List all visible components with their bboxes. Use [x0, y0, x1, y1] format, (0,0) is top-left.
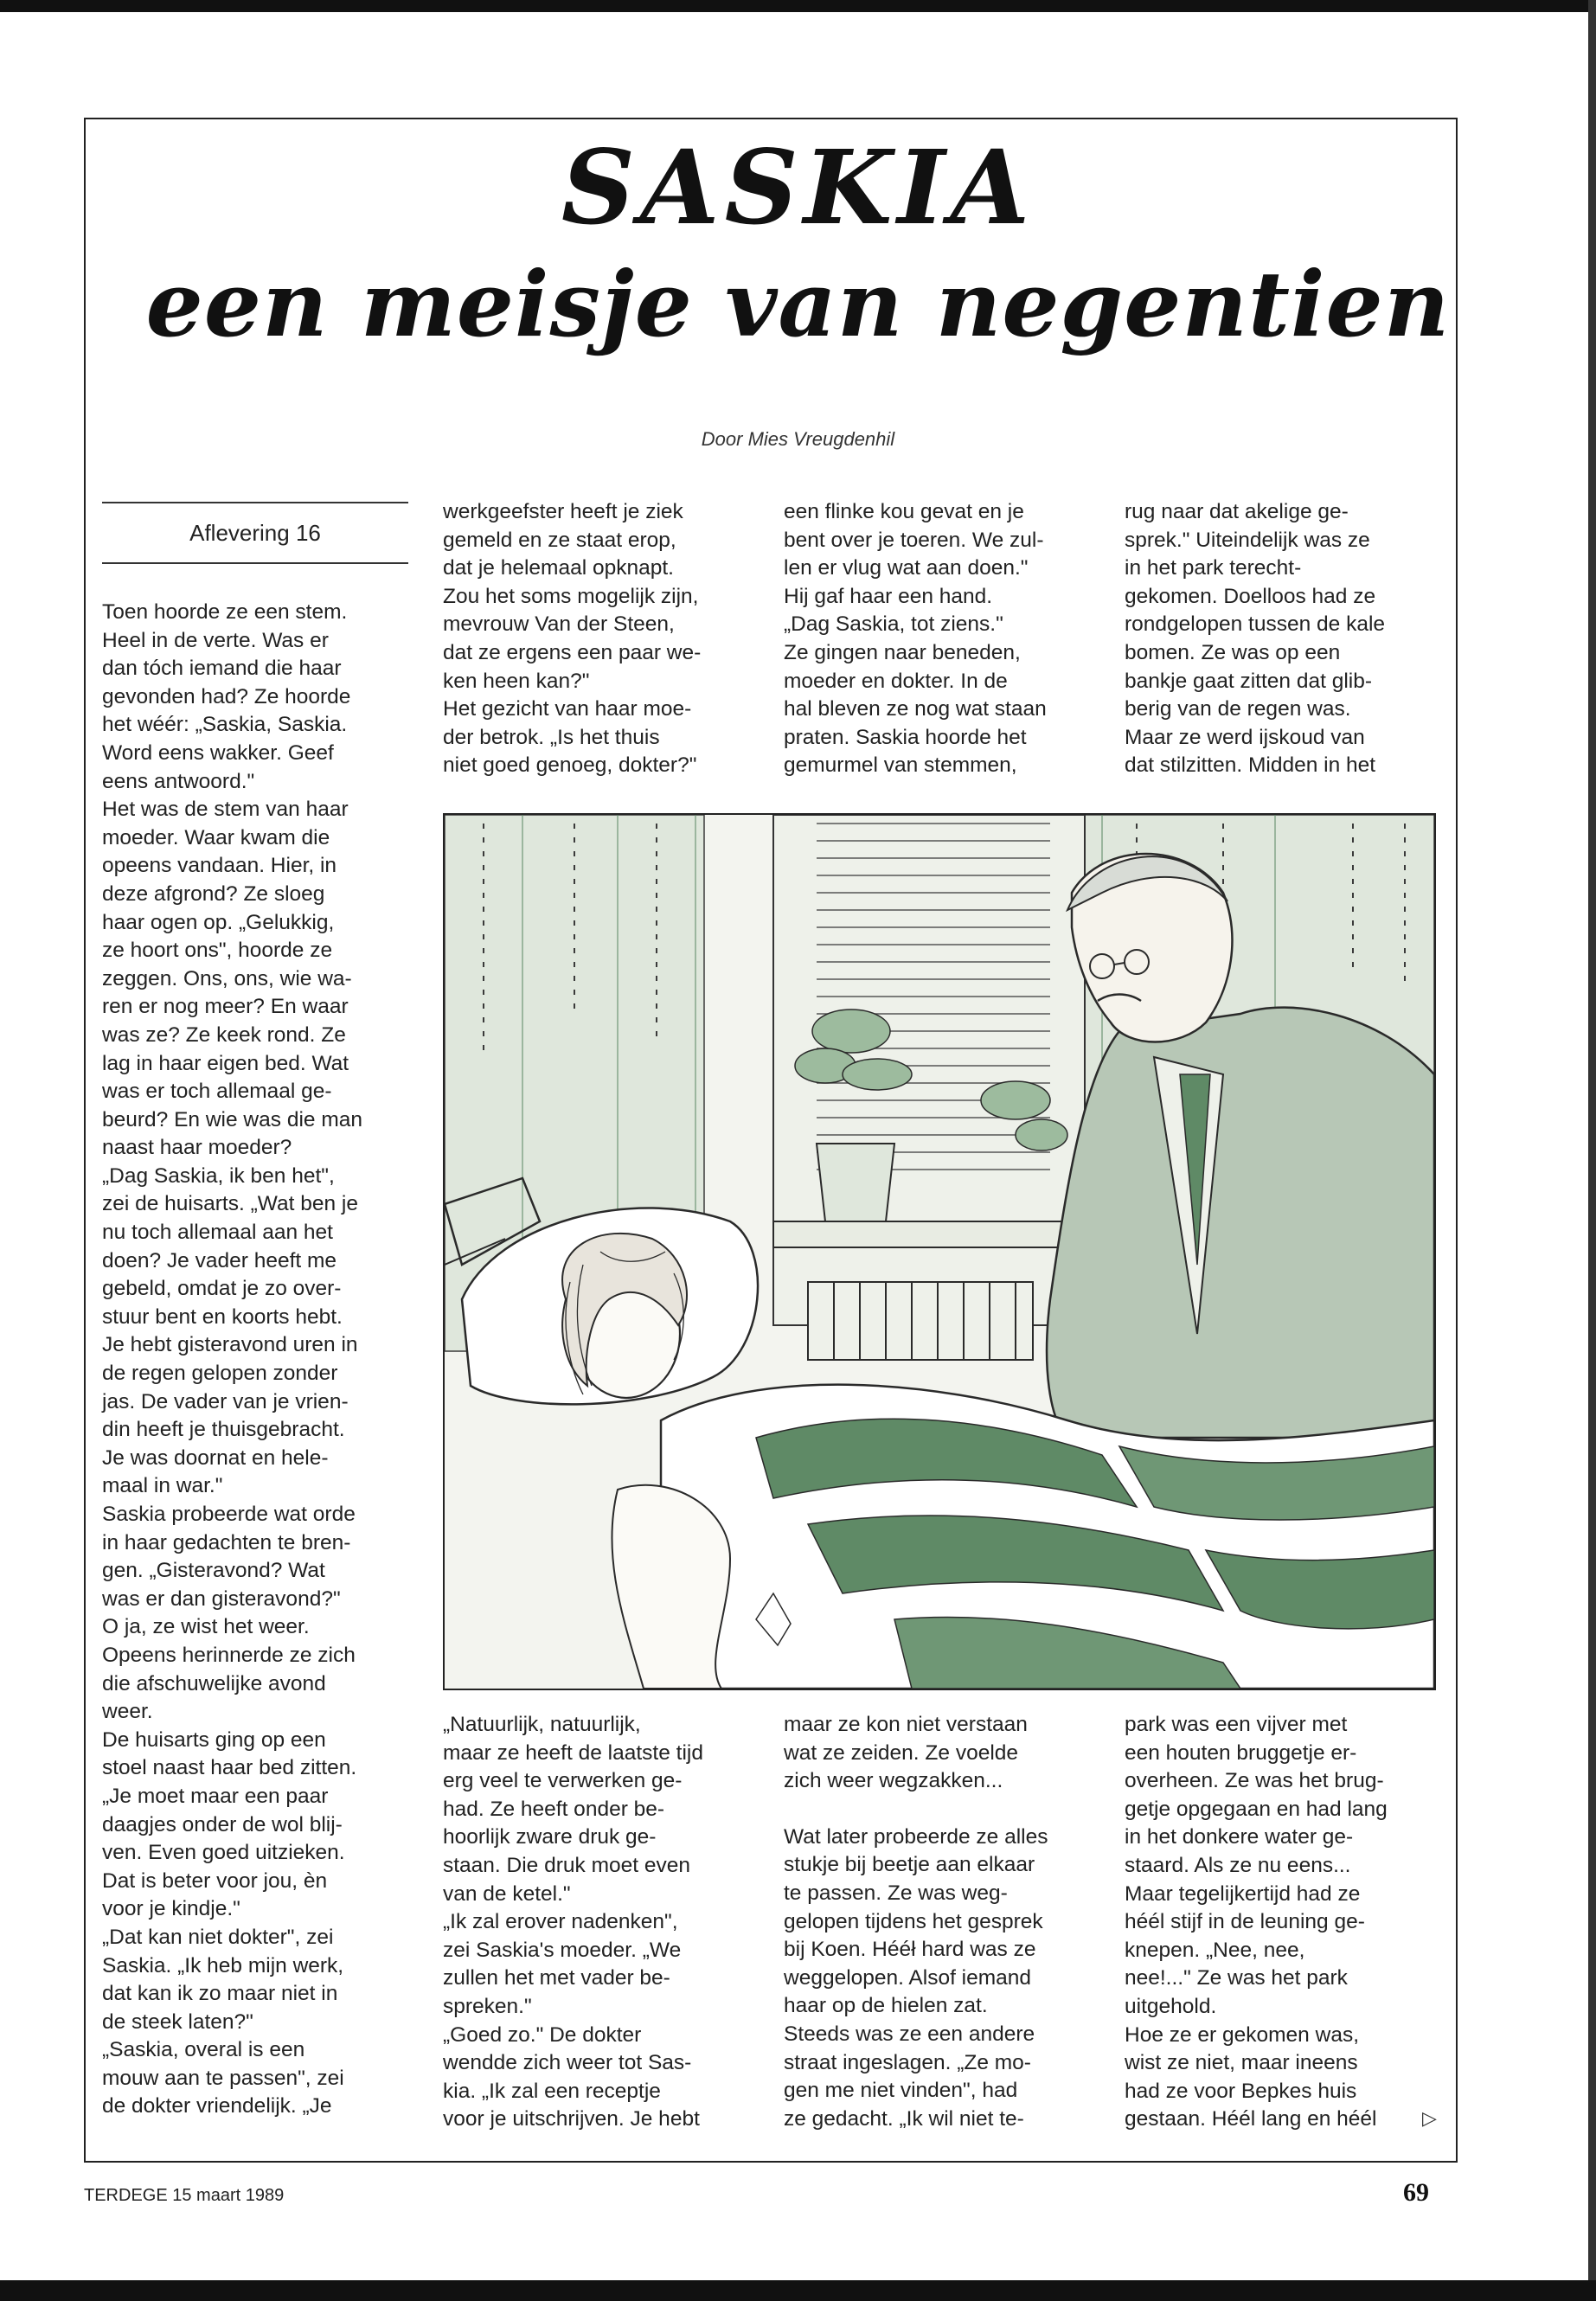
text-line: gemeld en ze staat erop, [443, 528, 676, 552]
text-line: moeder en dokter. In de [784, 669, 1008, 693]
text-line: stukje bij beetje aan elkaar [784, 1853, 1035, 1877]
text-line: dat stilzitten. Midden in het [1125, 753, 1376, 778]
text-line: Wat later probeerde ze alles [784, 1824, 1048, 1849]
text-line: maal in war." [102, 1474, 223, 1498]
text-line: Maar tegelijkertijd had ze [1125, 1881, 1361, 1906]
text-line: staan. Die druk moet even [443, 1853, 690, 1877]
text-line: kia. „Ik zal een receptje [443, 2079, 661, 2103]
column-3-bottom-para-1 [784, 1711, 1095, 1796]
text-line: Saskia probeerde wat orde [102, 1503, 356, 1526]
text-line: Word eens wakker. Geef [102, 740, 334, 765]
text-line: spreken." [443, 1994, 532, 2018]
text-line: wat ze zeiden. Ze voelde [784, 1740, 1019, 1765]
text-line: stoel naast haar bed zitten. [102, 1756, 357, 1780]
text-line: in het park terecht- [1125, 556, 1302, 580]
text-line: in haar gedachten te bren- [102, 1530, 351, 1554]
text-line: de regen gelopen zonder [102, 1362, 338, 1386]
text-line: in het donkere water ge- [1125, 1825, 1354, 1849]
text-line: niet goed genoeg, dokter?" [443, 753, 697, 778]
text-line: nu toch allemaal aan het [102, 1221, 333, 1245]
episode-label: Aflevering 16 [102, 502, 408, 564]
text-line: haar op de hielen zat. [784, 1994, 988, 2018]
text-line: erg veel te verwerken ge- [443, 1769, 683, 1793]
text-line: weggelopen. Alsof iemand [784, 1965, 1032, 1990]
scan-top-edge [0, 0, 1596, 12]
text-line: dan tóch iemand die haar [102, 657, 342, 681]
text-line: te passen. Ze was weg- [784, 1881, 1008, 1905]
text-line: doen? Je vader heeft me [102, 1248, 337, 1272]
text-line: zei Saskia's moeder. „We [443, 1938, 682, 1962]
text-line: moeder. Waar kwam die [102, 825, 330, 849]
text-line: stuur bent en koorts hebt. [102, 1304, 343, 1329]
text-line: Opeens herinnerde ze zich [102, 1643, 356, 1667]
illustration-doctor-at-bedside [443, 813, 1436, 1690]
text-line: mevrouw Van der Steen, [443, 612, 675, 637]
text-line: een flinke kou gevat en je [784, 500, 1024, 523]
text-line: lag in haar eigen bed. Wat [102, 1051, 349, 1075]
text-line: de dokter vriendelijk. „Je [102, 2094, 332, 2118]
text-line: had. Ze heeft onder be- [443, 1797, 665, 1821]
column-2-bottom [443, 1711, 754, 2134]
text-line: gekomen. Doelloos had ze [1125, 584, 1376, 608]
text-line: hal bleven ze nog wat staan [784, 697, 1047, 721]
text-line: hoorlijk zware druk ge- [443, 1825, 657, 1849]
text-line: „Dat kan niet dokter", zei [102, 1925, 334, 1949]
text-line: Zou het soms mogelijk zijn, [443, 584, 699, 608]
text-line: gestaan. Héél lang en héél [1125, 2107, 1377, 2131]
text-line: „Dag Saskia, tot ziens." [784, 612, 1003, 637]
text-line: gen me niet vinden", had [784, 2079, 1018, 2103]
byline: Door Mies Vreugdenhil [701, 428, 895, 450]
column-4-top [1125, 498, 1436, 780]
text-line: ven. Even goed uitzieken. [102, 1841, 345, 1865]
text-line: staard. Als ze nu eens... [1125, 1853, 1351, 1877]
text-line: O ja, ze wist het weer. [102, 1615, 310, 1639]
text-line: eens antwoord." [102, 769, 255, 793]
text-line: bankje gaat zitten dat glib- [1125, 669, 1373, 693]
text-line: De huisarts ging op een [102, 1727, 326, 1752]
text-line: haar ogen op. „Gelukkig, [102, 910, 335, 934]
text-line: was ze? Ze keek rond. Ze [102, 1022, 346, 1047]
page-number: 69 [1403, 2178, 1429, 2207]
continue-arrow-icon: ▷ [1422, 2107, 1437, 2129]
text-line: was er dan gisteravond?" [102, 1586, 341, 1611]
text-line: Hij gaf haar een hand. [784, 584, 993, 608]
text-line: Toen hoorde ze een stem. [102, 600, 348, 624]
text-line: „Natuurlijk, natuurlijk, [443, 1713, 641, 1736]
text-line: bij Koen. Hééł hard was ze [784, 1938, 1036, 1962]
text-line: nee!..." Ze was het park [1125, 1966, 1348, 1990]
text-line: was er toch allemaal ge- [102, 1080, 332, 1104]
text-line: sprek." Uiteindelijk was ze [1125, 528, 1370, 552]
scan-bottom-edge [0, 2280, 1596, 2301]
text-line: Ze gingen naar beneden, [784, 640, 1021, 664]
text-line: „Dag Saskia, ik ben het", [102, 1163, 335, 1188]
column-3-top [784, 498, 1095, 780]
text-line: knepen. „Nee, nee, [1125, 1938, 1305, 1962]
text-line: bomen. Ze was op een [1125, 640, 1341, 664]
text-line: gevonden had? Ze hoorde [102, 684, 351, 708]
text-line: jas. De vader van je vrien- [102, 1389, 349, 1413]
text-line: dat kan ik zo maar niet in [102, 1982, 338, 2006]
text-line: Je was doornat en hele- [102, 1445, 329, 1470]
text-line: naast haar moeder? [102, 1136, 292, 1160]
text-line: mouw aan te passen", zei [102, 2066, 344, 2090]
text-line: opeens vandaan. Hier, in [102, 854, 337, 878]
text-line: weer. [102, 1700, 153, 1724]
article-title: SASKIA [561, 127, 1035, 247]
text-line: Maar ze werd ijskoud van [1125, 725, 1365, 749]
text-line: werkgeefster heeft je ziek [443, 500, 683, 523]
text-line: ze hoort ons", hoorde ze [102, 939, 333, 963]
text-line: Heel in de verte. Was er [102, 628, 329, 652]
text-line: gebeld, omdat je zo over- [102, 1277, 342, 1301]
text-line: héél stijf in de leuning ge- [1125, 1910, 1365, 1934]
text-line: ze gedacht. „Ik wil niet te- [784, 2106, 1024, 2131]
text-line: een houten bruggetje er- [1125, 1740, 1357, 1765]
text-line: dat je helemaal opknapt. [443, 556, 674, 580]
text-line: „Ik zal erover nadenken", [443, 1910, 678, 1934]
text-line: gelopen tijdens het gesprek [784, 1909, 1043, 1933]
text-line: die afschuwelijke avond [102, 1671, 326, 1695]
text-line: Het gezicht van haar moe- [443, 697, 692, 721]
text-line: praten. Saskia hoorde het [784, 725, 1027, 749]
text-line: Je hebt gisteravond uren in [102, 1333, 358, 1357]
text-line: rug naar dat akelige ge- [1125, 500, 1349, 523]
text-line: wist ze niet, maar ineens [1125, 2051, 1358, 2075]
article-subtitle: een meisje van negentien [145, 251, 1451, 357]
text-line: de steek laten?" [102, 2009, 253, 2034]
text-line: len er vlug wat aan doen." [784, 556, 1029, 580]
text-line: ken heen kan?" [443, 669, 590, 693]
text-line: Steeds was ze een andere [784, 2022, 1035, 2046]
text-line: had ze voor Bepkes huis [1125, 2079, 1357, 2103]
text-line: beurd? En wie was die man [102, 1107, 362, 1131]
text-line: overheen. Ze was het brug- [1125, 1769, 1384, 1793]
text-line: gemurmel van stemmen, [784, 753, 1017, 778]
text-line: berig van de regen was. [1125, 697, 1351, 721]
text-line: der betrok. „Is het thuis [443, 725, 660, 749]
text-line: rondgelopen tussen de kale [1125, 612, 1386, 637]
text-line: ren er nog meer? En waar [102, 995, 349, 1019]
text-line: daagjes onder de wol blij- [102, 1812, 343, 1836]
column-3-bottom [784, 1711, 1095, 2133]
text-line: din heeft je thuisgebracht. [102, 1418, 345, 1442]
text-line: van de ketel." [443, 1881, 571, 1906]
text-line: zei de huisarts. „Wat ben je [102, 1192, 358, 1216]
text-line: zeggen. Ons, ons, wie wa- [102, 966, 352, 990]
text-line: Hoe ze er gekomen was, [1125, 2022, 1359, 2047]
text-line: Dat is beter voor jou, èn [102, 1868, 328, 1893]
text-line: zich weer wegzakken... [784, 1769, 1003, 1793]
column-1 [102, 599, 413, 2121]
text-line: park was een vijver met [1125, 1713, 1348, 1736]
text-line: voor je uitschrijven. Je hebt [443, 2107, 700, 2131]
text-line: Het was de stem van haar [102, 798, 349, 822]
text-line: voor je kindje." [102, 1897, 240, 1921]
text-line: „Je moet maar een paar [102, 1784, 329, 1808]
text-line: gen. „Gisteravond? Wat [102, 1559, 325, 1583]
text-line: deze afgrond? Ze sloeg [102, 881, 325, 906]
text-line: Saskia. „Ik heb mijn werk, [102, 1953, 344, 1977]
text-line: dat ze ergens een paar we- [443, 640, 702, 664]
text-line: bent over je toeren. We zul- [784, 528, 1044, 552]
text-line: straat ingeslagen. „Ze mo- [784, 2050, 1031, 2074]
text-line: het wéér: „Saskia, Saskia. [102, 713, 348, 737]
text-line: maar ze kon niet verstaan [784, 1713, 1028, 1736]
footer-publication: TERDEGE 15 maart 1989 [84, 2186, 285, 2205]
text-line: uitgehold. [1125, 1994, 1217, 2018]
text-line: „Goed zo." De dokter [443, 2022, 642, 2047]
text-line: zullen het met vader be- [443, 1966, 670, 1990]
column-3-bottom-para-2 [784, 1823, 1095, 2134]
column-4-bottom [1125, 1711, 1453, 2134]
text-line: „Saskia, overal is een [102, 2038, 305, 2062]
text-line: getje opgegaan en had lang [1125, 1797, 1388, 1821]
column-2-top [443, 498, 754, 780]
text-line: maar ze heeft de laatste tijd [443, 1740, 703, 1765]
text-line: wendde zich weer tot Sas- [443, 2051, 692, 2075]
